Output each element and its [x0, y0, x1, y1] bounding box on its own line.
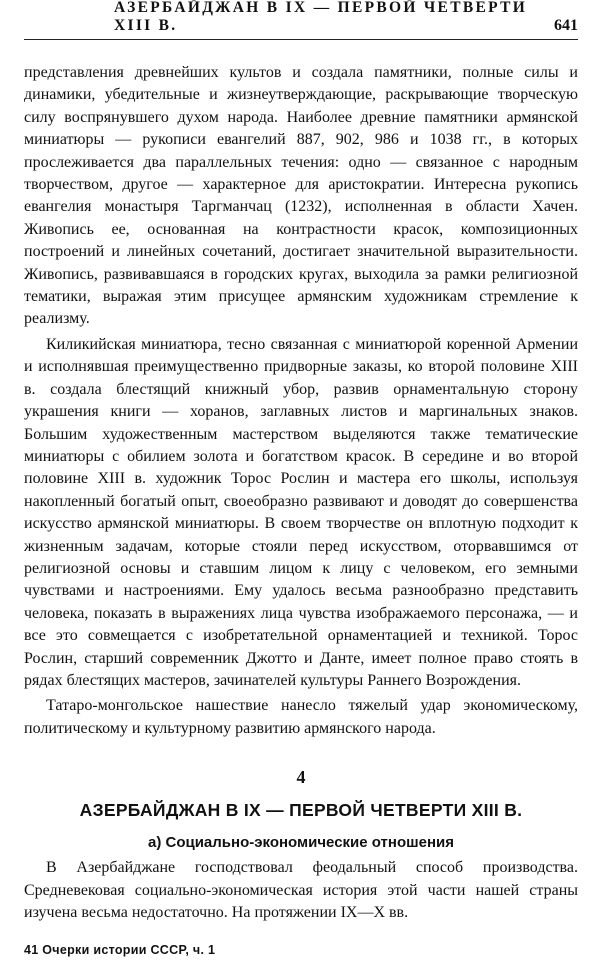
- subsection-title: а) Социально-экономические отношения: [147, 834, 455, 852]
- paragraph-mongol-invasion: Татаро-монгольское нашествие нанесло тяжелый удар экономическому, политическому и культурному развитию армянского народа.: [24, 697, 578, 737]
- running-title: АЗЕРБАЙДЖАН В IX — ПЕРВОЙ ЧЕТВЕРТИ XIII В.: [114, 0, 528, 34]
- printer-signature: 41 Очерки истории СССР, ч. 1: [24, 943, 216, 957]
- paragraph-azerbaijan-feudal: В Азербайджане господствовал феодальный способ производства. Средневековая социально-экономическая история этой части нашей страны изучена весьма недостаточно. На протяжении IX—X вв.: [24, 859, 578, 921]
- section-number: 4: [296, 767, 306, 788]
- running-head: [24, 0, 578, 40]
- paragraph-cilician-miniature: Киликийская миниатюра, тесно связанная с миниатюрой коренной Армении и исполнявшая преимущественно придворные заказы, ко второй половине XIII в. создала блестящий книжный убор, развив орнаментальную сторону украшения книги — хоранов, заглавных листов и маргинальных знаков. Большим художественным мастерством выделяются также тематические миниатюры с обилием золота и богатством красок. В середине и во второй половине XIII в. художник Торос Рослин и мастера его школы, используя накопленный богатый опыт, своеобразно развивают и доводят до совершенства искусство армянской миниатюры. В своем творчестве он вплотную подходит к жизненным задачам, которые стояли перед искусством, оторвавшимся от религиозной основы и ставшим лицом к лицу с человеком, его земными чувствами и настроениями. Ему удалось весьма разнообразно представить человека, показать в выражениях лица чувства изображаемого персонажа, — и все это совмещается с изобретательной орнаментацией и техникой. Торос Рослин, старший современник Джотто и Данте, имеет полное право стоять в рядах блестящих мастеров, зачинателей культуры Раннего Возрождения.: [24, 335, 578, 689]
- paragraph-miniature-armenia: представления древнейших культов и создала памятники, полные силы и динамики, убедительные и жизнеутверждающие, раскрывающие творческую силу воспрянувшего духом народа. Наиболее древние памятники армянской миниатюры — рукописи евангелий 887, 902, 986 и 1038 гг., в которых прослеживается два параллельных течения: одно — связанное с народным творчеством, другое — характерное для аристократии. Интересна рукопись евангелия монастыря Таргманчац (1232), исполненная в области Хачен. Живопись ее, основанная на контрастности красок, композиционных построений и линейных сочетаний, достигает значительной выразительности. Живопись, развивавшаяся в городских кругах, выходила за рамки религиозной тематики, выражая этим присущее армянским художникам стремление к реализму.: [24, 64, 578, 328]
- page-number: 641: [554, 17, 578, 34]
- chapter-title: АЗЕРБАЙДЖАН В IX — ПЕРВОЙ ЧЕТВЕРТИ XIII В.: [79, 800, 523, 821]
- body-text: [24, 62, 578, 924]
